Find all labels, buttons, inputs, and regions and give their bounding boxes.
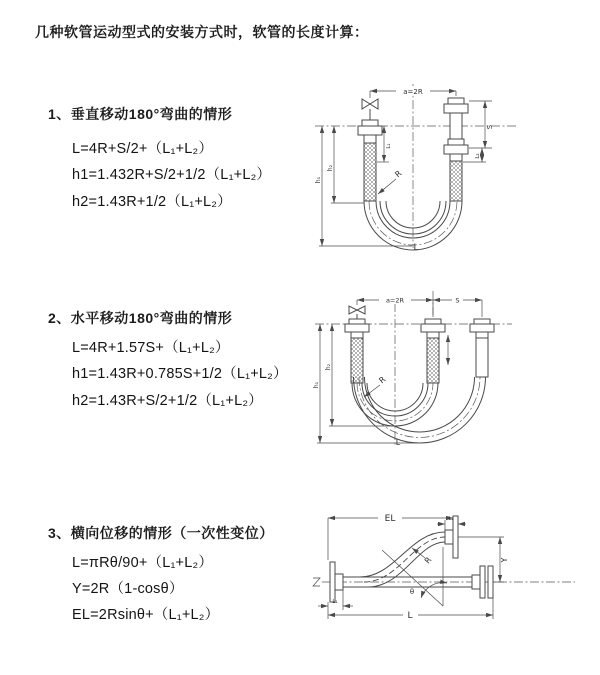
d2-dim-s <box>433 295 482 305</box>
d2-label-l: L <box>395 438 401 447</box>
d1-label-h1: h₁ <box>315 176 322 184</box>
d1-left-pipe <box>358 120 382 201</box>
d1-dim-s <box>469 101 494 148</box>
d2-middle-braided-hose <box>427 338 439 383</box>
section-3-formula-EL: EL=2Rsinθ+（L₁+L₂） <box>72 607 220 623</box>
d3-upper-flange <box>445 516 458 558</box>
d2-middle-pipe <box>421 319 445 383</box>
d1-right-pipe <box>444 98 468 201</box>
section-2-formula-L: L=4R+1.57S+（L₁+L₂） <box>72 340 230 356</box>
d1-radius-callout <box>378 169 404 194</box>
d2-valve-icon <box>349 306 365 319</box>
d2-dim-a2r <box>357 295 482 317</box>
section-3-formula-Y: Y=2R（1-cosθ） <box>72 581 184 597</box>
d3-label-y: Y <box>500 557 509 563</box>
section-1-formula-L: L=4R+S/2+（L₁+L₂） <box>72 141 214 157</box>
page-title: 几种软管运动型式的安装方式时，软管的长度计算： <box>35 24 369 40</box>
d3-label-l: L <box>407 611 413 621</box>
d1-label-r: R <box>393 168 404 180</box>
diagram-horizontal-180-bend <box>312 285 547 450</box>
d2-u-bend-shifted <box>354 374 486 443</box>
d1-dim-h2 <box>327 126 364 203</box>
d2-label-r: R <box>377 374 388 386</box>
d2-label-h1: h₁ <box>313 381 320 389</box>
d2-left-pipe <box>345 319 369 383</box>
section-2-formula-h1: h1=1.43R+0.785S+1/2（L₁+L₂） <box>72 366 288 382</box>
d3-label-r: R <box>422 555 434 566</box>
d3-dim-l <box>328 598 493 621</box>
d2-label-h2: h₂ <box>325 363 332 371</box>
d1-valve-icon <box>362 99 378 120</box>
section-1-formula-h2: h2=1.43R+1/2（L₁+L₂） <box>72 194 232 210</box>
d1-label-l2: L₂ <box>475 153 481 159</box>
diagram-lateral-displacement <box>310 502 580 642</box>
d1-right-braided-hose <box>450 161 462 201</box>
diagram-vertical-180-bend <box>312 78 537 253</box>
d3-dim-el <box>328 512 453 560</box>
d3-label-l2: L₂ <box>448 516 454 522</box>
d1-label-l: L <box>413 243 419 253</box>
section-1-formula-h1: h1=1.432R+S/2+1/2（L₁+L₂） <box>72 167 272 183</box>
d1-left-braided-hose <box>364 143 376 201</box>
d1-label-l1: L₁ <box>386 143 392 149</box>
d1-label-h2: h₂ <box>327 164 334 172</box>
section-3-formula-L: L=πRθ/90+（L₁+L₂） <box>72 555 214 571</box>
d3-left-flange <box>330 562 343 602</box>
d3-radius-callout <box>412 548 434 565</box>
d1-label-a2r: a=2R <box>403 88 423 96</box>
d3-label-l1: L₁ <box>332 599 338 605</box>
d3-right-flange <box>472 566 493 598</box>
d2-left-braided-hose <box>351 338 363 383</box>
d2-label-a2r: a=2R <box>385 296 405 305</box>
d3-break-mark <box>313 578 320 586</box>
d1-label-s: S <box>486 124 494 130</box>
section-3-heading: 3、横向位移的情形（一次性变位） <box>48 525 274 541</box>
section-2-heading: 2、水平移动180°弯曲的情形 <box>48 310 233 326</box>
d3-label-el: EL <box>384 514 396 524</box>
d3-label-theta: θ <box>409 588 415 596</box>
section-1-heading: 1、垂直移动180°弯曲的情形 <box>48 106 233 122</box>
section-2-formula-h2: h2=1.43R+S/2+1/2（L₁+L₂） <box>72 393 263 409</box>
d2-right-pipe <box>470 319 494 377</box>
d3-s-curve-hose <box>360 532 445 587</box>
d2-label-s: S <box>455 296 460 305</box>
